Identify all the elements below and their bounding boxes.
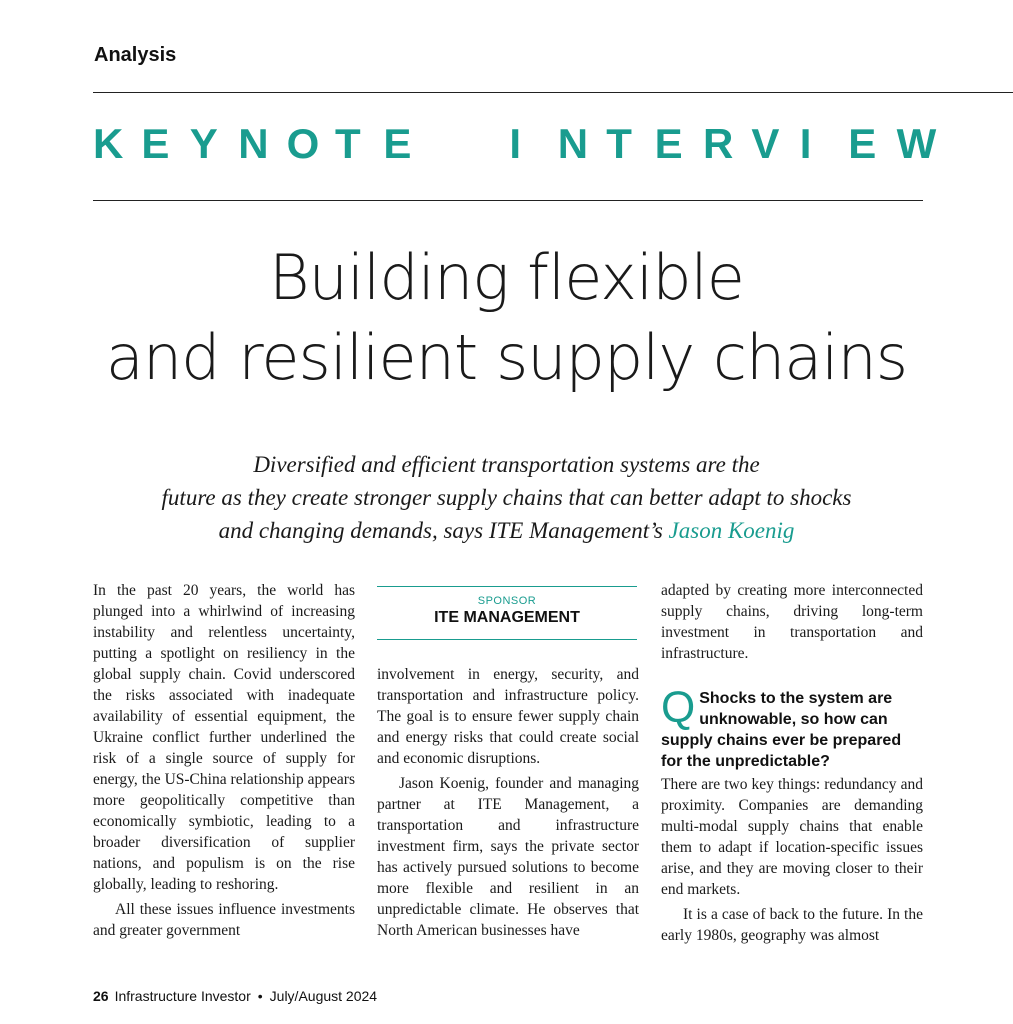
standfirst-line-1: Diversified and efficient transportation systems are the	[253, 452, 760, 477]
kicker-divider	[93, 200, 923, 201]
column-3-paragraph-3: It is a case of back to the future. In the early 1980s, geography was almost	[661, 906, 923, 944]
headline	[0, 238, 1013, 398]
question-text: Shocks to the system are unknowable, so how can supply chains ever be prepared for the unpredictable?	[661, 690, 902, 770]
standfirst-line-3-text: and changing demands, says ITE Management’s	[218, 518, 669, 543]
body-column-1	[93, 580, 355, 941]
publication-name: Infrastructure Investor	[114, 988, 251, 1004]
column-2-paragraph-2: Jason Koenig, founder and managing partner at ITE Management, a transportation and infrastructure investment firm, says the private sector has actively pursued solutions to become more flexible and resilient in an unpredictable climate. He observes that North American businesses have	[377, 775, 639, 939]
issue-date: July/August 2024	[269, 988, 378, 1004]
page-footer	[93, 988, 377, 1004]
column-3-paragraph-2: There are two key things: redundancy and proximity. Companies are demanding multi-modal supply chains that enable them to adapt if location-specific issues arise, and they are moving closer to their end markets.	[661, 776, 923, 898]
kicker-letter: T	[606, 120, 632, 167]
kicker-letter: E	[848, 120, 877, 167]
interview-question	[661, 683, 923, 772]
kicker-letter: I	[799, 120, 812, 167]
kicker-letter: N	[238, 120, 269, 167]
standfirst-line-2: future as they create stronger supply chains that can better adapt to shocks	[161, 485, 852, 510]
footer-separator: •	[257, 988, 263, 1004]
column-1-paragraph-1: In the past 20 years, the world has plunged into a whirlwind of increasing instability and relentless uncertainty, putting a spotlight on resiliency in the global supply chain. Covid underscored the risks associated with inadequate availability of essential equipment, the Ukraine conflict further underlined the risk of a single source of supply for energy, the US-China relationship appears more geopolitically competitive than economically symbiotic, leading to a broader diversification of supplier nations, and populism is on the rise globally, leading to reshoring.	[93, 582, 355, 893]
kicker-letter: W	[896, 120, 937, 167]
column-1-paragraph-2: All these issues influence investments and greater government	[93, 901, 355, 939]
kicker-letter: E	[654, 120, 683, 167]
body-column-2	[377, 664, 639, 941]
kicker-letter: V	[751, 120, 780, 167]
kicker-letter: E	[383, 120, 412, 167]
kicker-letter: N	[557, 120, 589, 167]
top-divider	[93, 92, 1013, 93]
kicker-letter: O	[286, 120, 320, 167]
kicker-letter: T	[335, 120, 361, 167]
section-label: Analysis	[94, 44, 177, 66]
sponsor-box	[377, 586, 637, 640]
headline-line-1: Building flexible	[269, 241, 744, 314]
standfirst-line-3	[100, 514, 913, 547]
headline-line-2: and resilient supply chains	[105, 321, 908, 394]
kicker-letter: R	[703, 120, 734, 167]
author-name: Jason Koenig	[668, 518, 795, 543]
column-3-paragraph-1: adapted by creating more interconnected supply chains, driving long-term investment in transportation and infrastructure.	[661, 582, 923, 662]
column-2-paragraph-1: involvement in energy, security, and transportation and infrastructure policy. The goal is to ensure fewer supply chain and energy risks that could create social and economic disruptions.	[377, 666, 639, 767]
standfirst	[100, 448, 913, 547]
kicker-letter: Y	[189, 120, 218, 167]
kicker-letter: E	[141, 120, 170, 167]
sponsor-label: SPONSOR	[477, 595, 537, 607]
page-number: 26	[93, 988, 109, 1004]
question-q-letter: Q	[661, 683, 696, 732]
kicker-letter: K	[93, 120, 124, 167]
kicker-letter: I	[509, 120, 522, 167]
sponsor-name: ITE MANAGEMENT	[434, 609, 580, 626]
body-column-3	[661, 580, 923, 946]
